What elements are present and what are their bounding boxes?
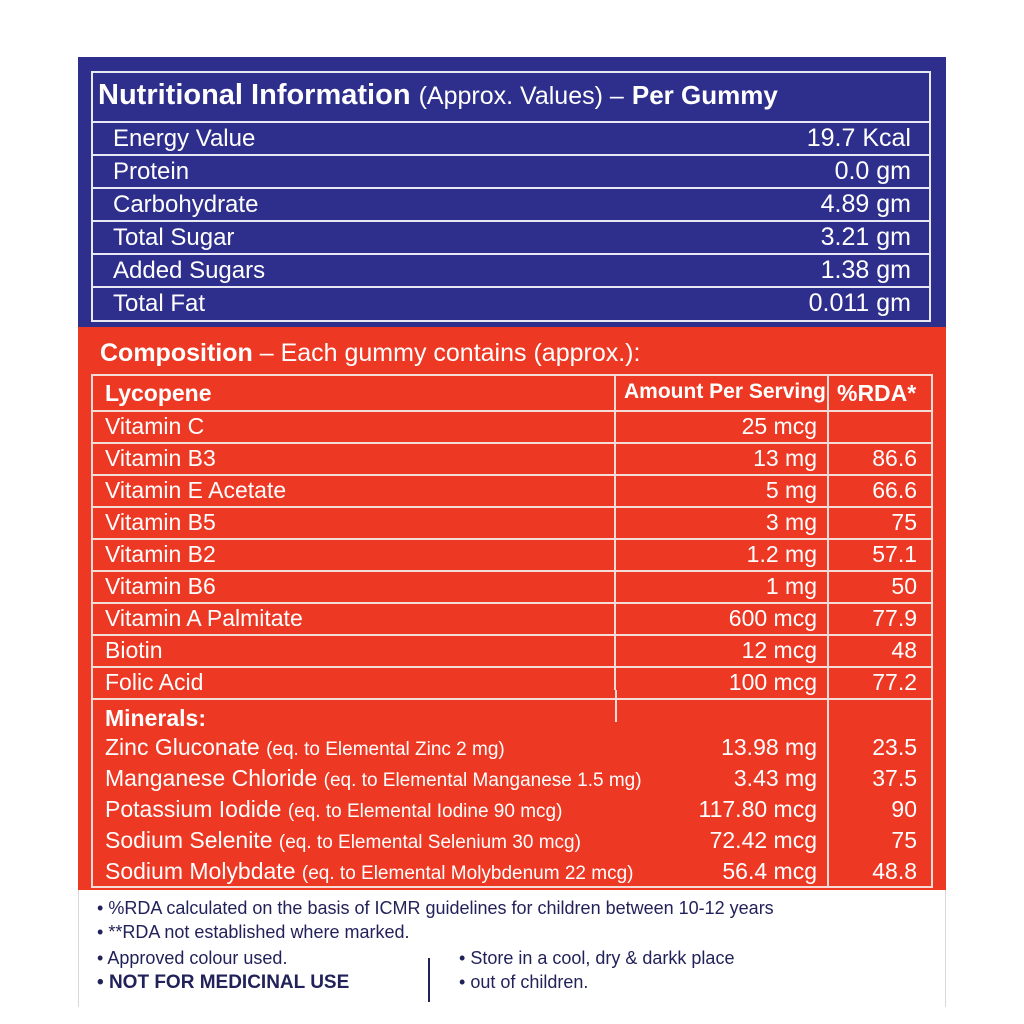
row-divider [93, 506, 931, 508]
nutrition-label-panel [78, 57, 946, 1007]
nutrition-row-value: 0.0 gm [834, 157, 911, 185]
mineral-compound: Manganese Chloride [105, 765, 318, 791]
nutrition-title-note: (Approx. Values) – [418, 82, 624, 110]
vitamin-amount: 1 mg [765, 573, 817, 599]
vitamin-rda: 50 [891, 573, 917, 599]
footer-storage-text: Store in a cool, dry & darkk place [470, 948, 735, 968]
footer-bullet: • [97, 922, 104, 942]
mineral-amount: 3.43 mg [733, 765, 817, 791]
nutrition-row [91, 121, 931, 154]
vitamin-amount: 3 mg [765, 509, 817, 535]
vitamin-name: Vitamin B5 [105, 509, 216, 535]
vitamin-amount: 1.2 mg [746, 541, 817, 567]
nutrition-row-label: Total Fat [113, 290, 206, 317]
mineral-elemental-note: (eq. to Elemental Manganese 1.5 mg) [323, 770, 642, 791]
footer-storage-2 [459, 972, 588, 993]
header-lycopene: Lycopene [105, 380, 212, 406]
header-rda: %RDA* [837, 380, 917, 406]
nutrition-title-main: Nutritional Information [98, 79, 411, 111]
footer-note-text: Approved colour used. [107, 948, 288, 968]
nutrition-row-label: Protein [113, 158, 190, 185]
composition-title-main: Composition [100, 339, 253, 367]
footer-divider [428, 958, 430, 1002]
footer-warning-text: NOT FOR MEDICINAL USE [108, 972, 350, 993]
footer-bullet: • [459, 948, 466, 968]
mineral-amount: 72.42 mcg [709, 827, 817, 853]
mineral-name [105, 796, 562, 823]
composition-table [91, 374, 933, 888]
mineral-elemental-note: (eq. to Elemental Selenium 30 mcg) [278, 832, 581, 853]
mineral-elemental-note: (eq. to Elemental Molybdenum 22 mcg) [301, 863, 634, 884]
nutrition-row-label: Added Sugars [113, 257, 266, 284]
vitamin-rda: 57.1 [872, 541, 917, 567]
mineral-name [105, 827, 581, 854]
footer-notes [78, 890, 946, 1007]
nutritional-information-title [98, 79, 778, 112]
row-divider [93, 602, 931, 604]
mineral-compound: Sodium Selenite [105, 827, 273, 853]
vitamin-name: Folic Acid [105, 669, 204, 695]
row-divider [93, 474, 931, 476]
vitamin-name: Vitamin B6 [105, 573, 216, 599]
nutrition-row-label: Carbohydrate [113, 191, 259, 218]
mineral-name [105, 765, 642, 792]
footer-bullet: • [97, 948, 104, 968]
vitamin-rda: 77.2 [872, 669, 917, 695]
footer-note-rda-basis [97, 898, 774, 919]
row-divider [93, 570, 931, 572]
column-divider-amount-minerals [615, 690, 617, 722]
nutrition-row-label: Energy Value [113, 125, 256, 152]
nutrition-title-per: Per Gummy [631, 80, 778, 110]
composition-title [100, 339, 640, 368]
nutrition-row-value: 3.21 gm [820, 223, 911, 251]
footer-storage-text-2: out of children. [470, 972, 589, 992]
row-divider [93, 410, 931, 412]
nutrition-row-label: Total Sugar [113, 224, 235, 251]
vitamin-rda: 86.6 [872, 445, 917, 471]
nutrition-row [91, 253, 931, 286]
header-amount-per-serving: Amount Per Serving [624, 380, 826, 403]
mineral-name [105, 734, 505, 761]
footer-bullet: • [97, 898, 104, 918]
mineral-name [105, 858, 634, 885]
vitamin-name: Vitamin C [105, 413, 205, 439]
footer-note-text: %RDA calculated on the basis of ICMR guidelines for children between 10-12 years [108, 898, 774, 918]
minerals-label: Minerals: [105, 705, 206, 731]
row-divider [93, 666, 931, 668]
vitamin-amount: 12 mcg [741, 637, 817, 663]
footer-bullet: • [97, 972, 104, 993]
vitamin-amount: 5 mg [765, 477, 817, 503]
mineral-amount: 56.4 mcg [722, 858, 817, 884]
footer-note-colour [97, 948, 287, 969]
vitamin-rda: 48 [891, 637, 917, 663]
mineral-elemental-note: (eq. to Elemental Iodine 90 mcg) [287, 801, 563, 822]
nutrition-row-value: 19.7 Kcal [806, 124, 911, 152]
composition-section [78, 327, 946, 890]
row-divider [93, 634, 931, 636]
nutrition-row [91, 220, 931, 253]
column-divider-rda [827, 376, 829, 886]
nutrition-row [91, 286, 931, 319]
vitamin-amount: 600 mcg [728, 605, 817, 631]
composition-title-rest: – Each gummy contains (approx.): [259, 339, 641, 367]
row-divider [93, 442, 931, 444]
vitamin-name: Vitamin E Acetate [105, 477, 287, 503]
vitamin-name: Vitamin B3 [105, 445, 216, 471]
nutritional-information-section [78, 57, 946, 327]
mineral-rda: 23.5 [872, 734, 917, 760]
footer-note-text: **RDA not established where marked. [108, 922, 410, 942]
nutrition-row [91, 187, 931, 220]
mineral-elemental-note: (eq. to Elemental Zinc 2 mg) [266, 739, 505, 760]
vitamin-rda: 66.6 [872, 477, 917, 503]
mineral-rda: 90 [891, 796, 917, 822]
mineral-rda: 37.5 [872, 765, 917, 791]
vitamin-name: Vitamin B2 [105, 541, 216, 567]
vitamin-rda: 75 [891, 509, 917, 535]
footer-warning [97, 972, 349, 994]
vitamin-amount: 25 mcg [741, 413, 817, 439]
mineral-amount: 13.98 mg [721, 734, 817, 760]
vitamin-amount: 13 mg [753, 445, 817, 471]
vitamin-name: Vitamin A Palmitate [105, 605, 303, 631]
nutrition-row-value: 4.89 gm [820, 190, 911, 218]
vitamin-rda: 77.9 [872, 605, 917, 631]
footer-note-rda-not-established [97, 922, 410, 943]
footer-storage [459, 948, 734, 969]
nutrition-row-value: 1.38 gm [820, 256, 911, 284]
nutrition-row-value: 0.011 gm [808, 289, 911, 317]
mineral-amount: 117.80 mcg [698, 796, 817, 822]
vitamin-amount: 100 mcg [728, 669, 817, 695]
mineral-rda: 48.8 [872, 858, 917, 884]
mineral-compound: Zinc Gluconate [105, 734, 260, 760]
row-divider [93, 538, 931, 540]
row-divider [93, 698, 931, 700]
vitamin-name: Biotin [105, 637, 163, 663]
mineral-compound: Potassium Iodide [105, 796, 282, 822]
mineral-compound: Sodium Molybdate [105, 858, 296, 884]
column-divider-amount [614, 376, 616, 690]
nutrition-row [91, 154, 931, 187]
footer-bullet: • [459, 972, 466, 992]
mineral-rda: 75 [891, 827, 917, 853]
